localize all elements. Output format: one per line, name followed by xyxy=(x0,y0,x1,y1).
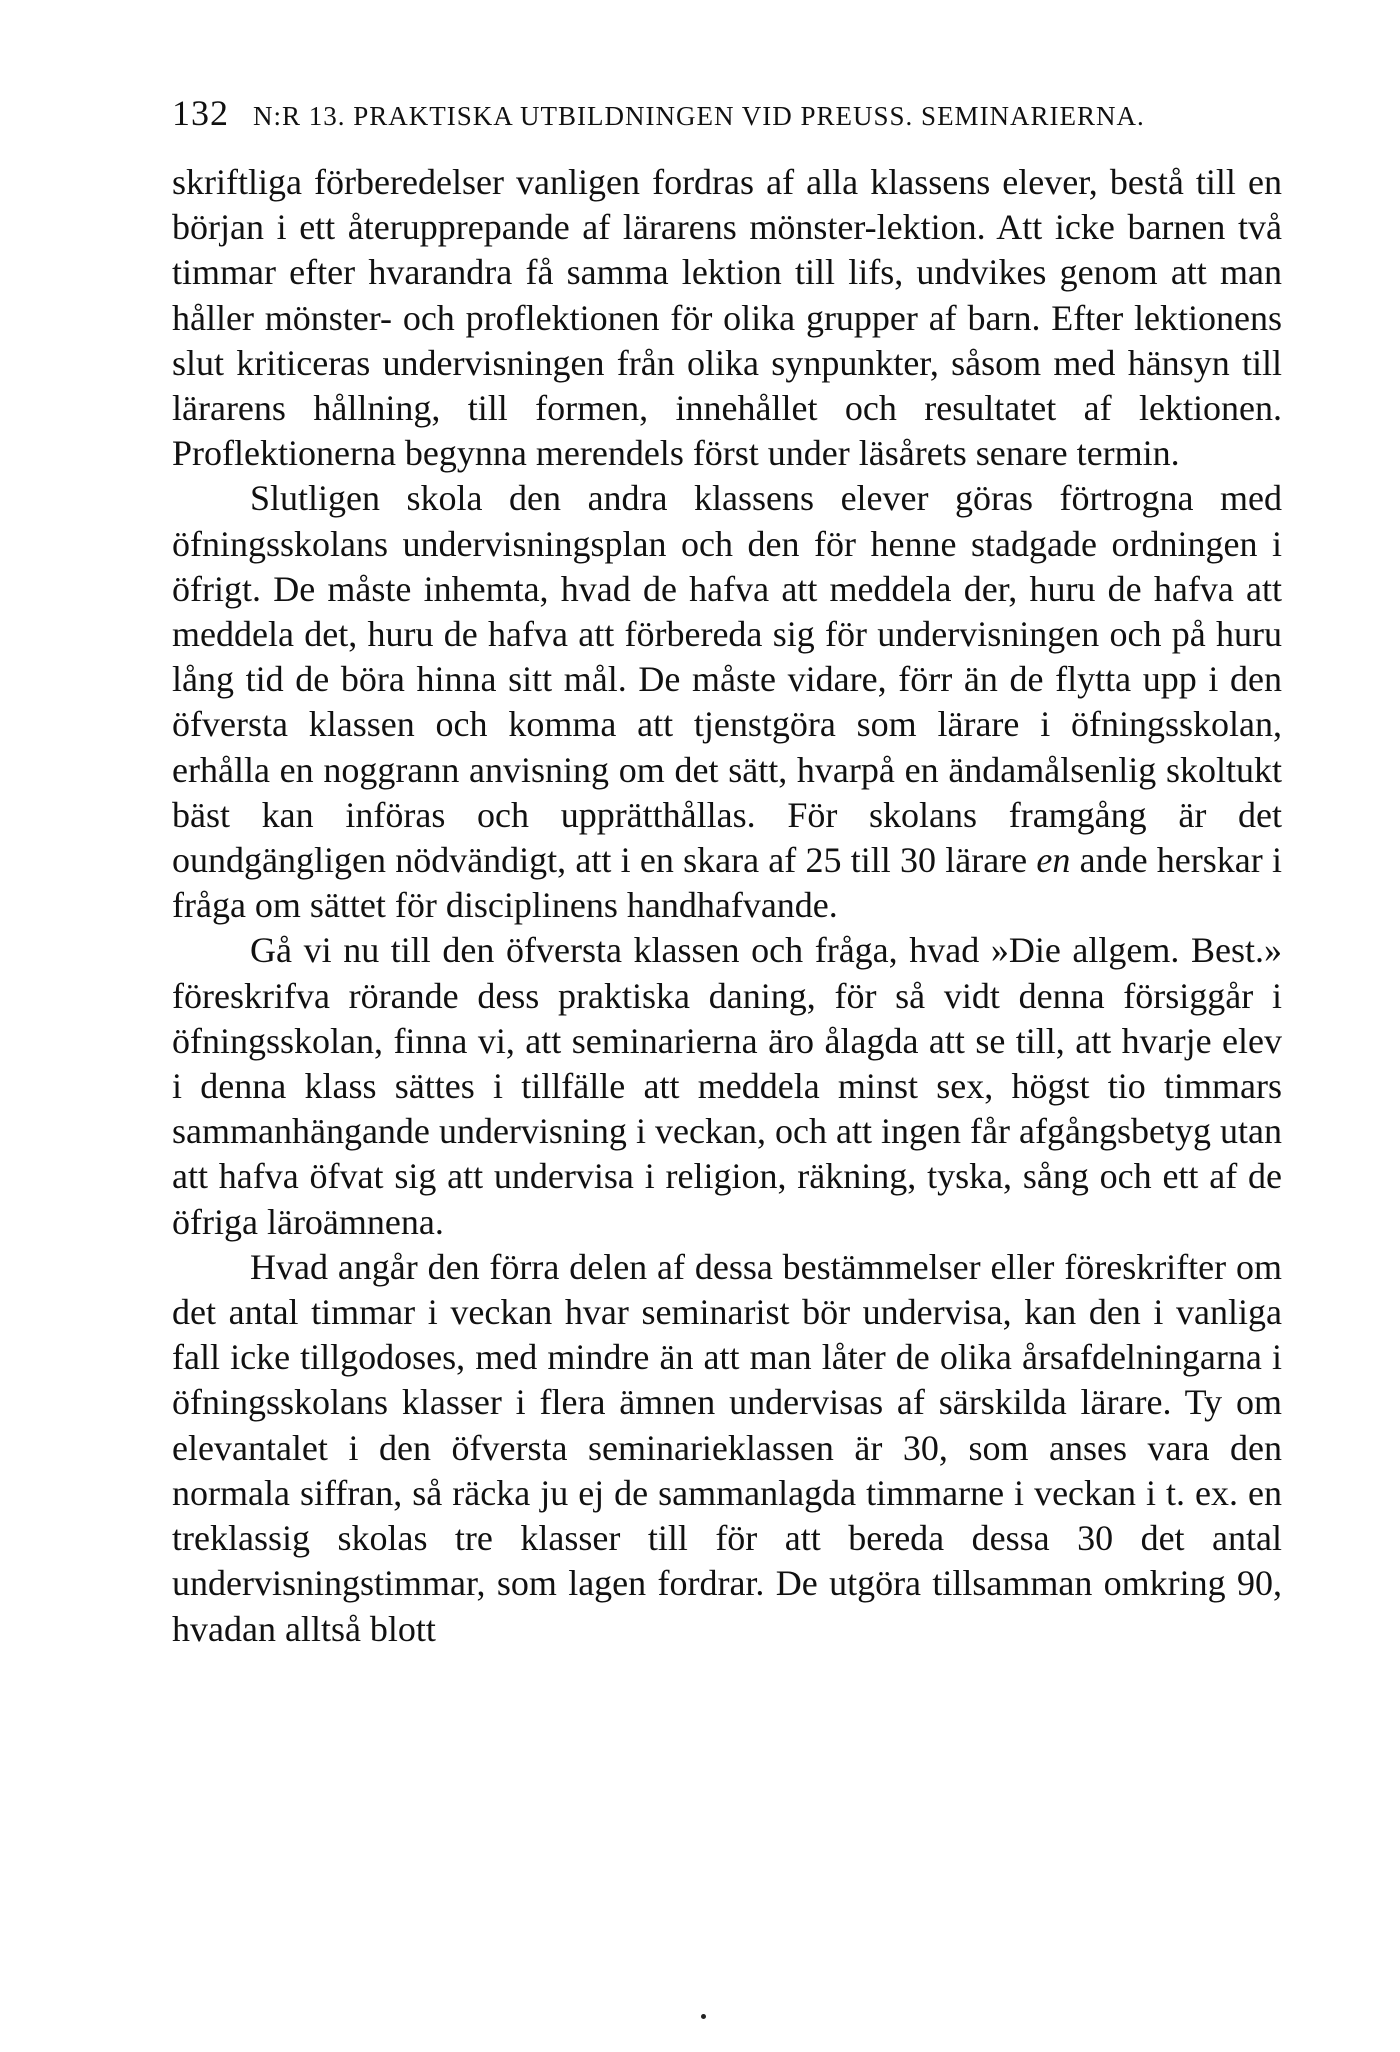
running-head-title: N:R 13. PRAKTISKA UTBILDNINGEN VID PREUSS. SEMINARIERNA. xyxy=(253,101,1145,131)
running-head xyxy=(172,92,1282,142)
paragraph-4: Hvad angår den förra delen af dessa bestämmelser eller föreskrifter om det antal timmar i veckan hvar seminarist bör undervisa, kan den i vanliga fall icke tillgodoses, med mindre än att man låter de olika årsafdelningarna i öfningsskolans klasser i flera ämnen undervisas af särskilda lärare. Ty om elevantalet i den öfversta seminarieklassen är 30, som anses vara den normala siffran, så räcka ju ej de sammanlagda timmarne i veckan i t. ex. en treklassig skolas tre klasser till för att bereda dessa 30 det antal undervisningstimmar, som lagen fordrar. De utgöra tillsamman omkring 90, hvadan alltså blott xyxy=(172,1246,1282,1649)
paragraph-3: Gå vi nu till den öfversta klassen och fråga, hvad »Die allgem. Best.» föreskrifva rörande dess praktiska daning, för så vidt denna försiggår i öfningsskolan, finna vi, att seminarierna äro ålagda att se till, att hvarje elev i denna klass sättes i tillfälle att meddela minst sex, högst tio timmars sammanhängande undervisning i veckan, och att ingen får afgångsbetyg utan att hafva öfvat sig att undervisa i religion, räkning, tyska, sång och ett af de öfriga läroämnena. xyxy=(172,930,1282,1242)
body-text xyxy=(172,160,1282,1652)
paragraph-2-text-after: ande herskar i fråga om sättet för disciplinens handhafvande. xyxy=(172,840,1282,926)
ink-speck xyxy=(701,2014,706,2019)
paragraph-2 xyxy=(172,476,1282,928)
paragraph-2-text-before: Slutligen skola den andra klassens elever göras förtrogna med öfningsskolans undervisningsplan och den för henne stadgade ordningen i öfrigt. De måste inhemta, hvad de hafva att meddela der, huru de hafva att meddela det, huru de hafva att förbereda sig för undervisningen och på huru lång tid de böra hinna sitt mål. De måste vidare, förr än de flytta upp i den öfversta klassen och komma att tjenstgöra som lärare i öfningsskolan, erhålla en noggrann anvisning om det sätt, hvarpå en ändamålsenlig skoltukt bäst kan införas och upprätthållas. För skolans framgång är det oundgängligen nödvändigt, att i en skara af 25 till 30 lärare xyxy=(172,478,1282,881)
emphasized-word: en xyxy=(1036,840,1071,881)
paragraph-1: skriftliga förberedelser vanligen fordras af alla klassens elever, bestå till en början i ett återupprepande af lärarens mönster-lektion. Att icke barnen två timmar efter hvarandra få samma lektion till lifs, undvikes genom att man håller mönster- och proflektionen för olika grupper af barn. Efter lektionens slut kriticeras undervisningen från olika synpunkter, såsom med hänsyn till lärarens hållning, till formen, innehållet och resultatet af lektionen. Proflektionerna begynna merendels först under läsårets senare termin. xyxy=(172,162,1282,474)
page-number: 132 xyxy=(172,93,229,133)
